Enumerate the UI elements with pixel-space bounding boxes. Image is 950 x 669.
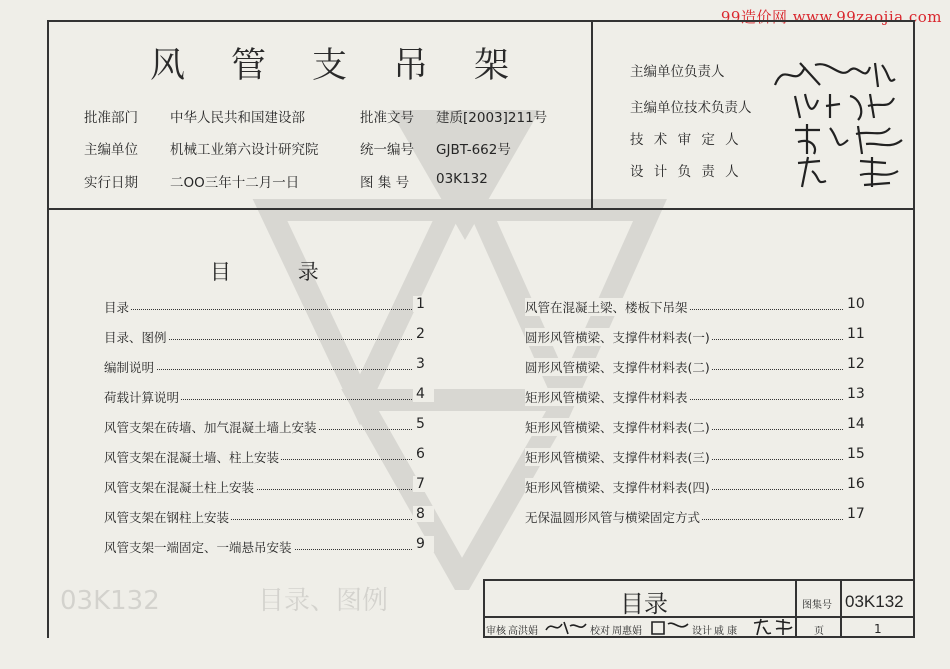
toc-item[interactable] — [104, 298, 434, 320]
toc-item-page: 6 — [413, 446, 434, 462]
signature-designer — [790, 153, 910, 193]
check-name: 周惠娟 — [612, 626, 642, 637]
design-label: 设计 — [692, 626, 712, 637]
toc-item-title: 风管在混凝土梁、楼板下吊架 — [525, 300, 688, 315]
title-block-col-divider — [795, 579, 797, 638]
header-column-divider — [591, 20, 593, 210]
resp-tech-head: 主编单位技术负责人 — [630, 100, 752, 116]
toc-item[interactable] — [104, 388, 434, 410]
approve-dept: 中华人民共和国建设部 — [170, 110, 305, 126]
toc-item-page: 2 — [413, 326, 434, 342]
toc-item[interactable] — [104, 328, 434, 350]
toc-item-page: 9 — [413, 536, 434, 552]
toc-item-page: 13 — [844, 386, 865, 402]
design-name: 戚 康 — [714, 626, 738, 637]
toc-item-page: 15 — [844, 446, 865, 462]
toc-item-page: 7 — [413, 476, 434, 492]
toc-item-title: 圆形风管横梁、支撑件材料表(一) — [525, 330, 710, 345]
design-signature — [752, 617, 794, 637]
review-name: 高洪娟 — [508, 626, 538, 637]
toc-item-page: 4 — [413, 386, 434, 402]
toc-item[interactable] — [104, 508, 434, 530]
toc-item-page: 3 — [413, 356, 434, 372]
toc-item[interactable] — [525, 388, 865, 410]
toc-item[interactable] — [104, 448, 434, 470]
toc-item-page: 10 — [844, 296, 865, 312]
toc-item-page: 11 — [844, 326, 865, 342]
toc-item-title: 荷载计算说明 — [104, 390, 180, 405]
toc-item-page: 14 — [844, 416, 865, 432]
editor-unit-label: 主编单位 — [84, 142, 138, 158]
resp-editor-head: 主编单位负责人 — [630, 64, 725, 80]
toc-item-title: 目录、图例 — [104, 330, 167, 345]
effective-date: 二OO三年十二月一日 — [170, 175, 300, 191]
toc-item-page: 16 — [844, 476, 865, 492]
header-divider — [47, 208, 915, 210]
title-block-atlas-no: 03K132 — [845, 592, 904, 611]
toc-item[interactable] — [525, 508, 865, 530]
toc-item[interactable] — [525, 418, 865, 440]
review-label: 审核 — [486, 626, 506, 637]
background-code-bleed: 03K132 目录、图例 — [60, 586, 389, 616]
toc-item[interactable] — [104, 478, 434, 500]
toc-item-page: 8 — [413, 506, 434, 522]
unified-no-label: 统一编号 — [360, 142, 414, 158]
toc-item[interactable] — [525, 358, 865, 380]
editor-unit: 机械工业第六设计研究院 — [170, 142, 319, 158]
toc-item[interactable] — [525, 478, 865, 500]
toc-item-title: 矩形风管横梁、支撑件材料表 — [525, 390, 688, 405]
toc-item-title: 矩形风管横梁、支撑件材料表(二) — [525, 420, 710, 435]
approve-doc-label: 批准文号 — [360, 110, 414, 126]
unified-no: GJBT-662号 — [436, 142, 511, 158]
toc-heading: 目 录 — [210, 260, 319, 284]
toc-item[interactable] — [104, 538, 434, 560]
review-signature — [544, 618, 588, 636]
toc-item-title: 矩形风管横梁、支撑件材料表(四) — [525, 480, 710, 495]
check-signature — [650, 618, 690, 636]
toc-item-title: 风管支架在混凝土墙、柱上安装 — [104, 450, 280, 465]
toc-item-page: 1 — [413, 296, 434, 312]
title-block-title: 目录 — [620, 590, 668, 618]
toc-item[interactable] — [525, 298, 865, 320]
atlas-no-label: 图 集 号 — [360, 175, 410, 191]
toc-item[interactable] — [104, 418, 434, 440]
toc-item[interactable] — [525, 328, 865, 350]
toc-item[interactable] — [525, 448, 865, 470]
title-block-atlas-label: 图集号 — [802, 600, 832, 611]
toc-item-title: 风管支架一端固定、一端悬吊安装 — [104, 540, 292, 555]
effective-date-label: 实行日期 — [84, 175, 138, 191]
toc-item-title: 风管支架在砖墙、加气混凝土墙上安装 — [104, 420, 317, 435]
site-watermark: 99造价网 www.99zaojia.com — [720, 8, 942, 26]
check-label: 校对 — [590, 626, 610, 637]
toc-item-title: 编制说明 — [104, 360, 155, 375]
toc-item-title: 风管支架在钢柱上安装 — [104, 510, 230, 525]
toc-item-title: 矩形风管横梁、支撑件材料表(三) — [525, 450, 710, 465]
toc-item-page: 17 — [844, 506, 865, 522]
toc-item-page: 12 — [844, 356, 865, 372]
approve-doc: 建质[2003]211号 — [436, 110, 548, 126]
page-label: 页 — [814, 626, 824, 637]
toc-item[interactable] — [104, 358, 434, 380]
toc-item-page: 5 — [413, 416, 434, 432]
page-number: 1 — [874, 622, 882, 636]
toc-item-title: 风管支架在混凝土柱上安装 — [104, 480, 255, 495]
page-title: 风管支吊架 — [150, 46, 556, 86]
title-block-col-divider — [840, 579, 842, 638]
resp-reviewer: 技 术 审 定 人 — [630, 132, 742, 148]
approve-dept-label: 批准部门 — [84, 110, 138, 126]
toc-item-title: 目录 — [104, 300, 130, 315]
toc-item-title: 无保温圆形风管与横梁固定方式 — [525, 510, 701, 525]
atlas-no: 03K132 — [436, 171, 488, 187]
leader-dots — [104, 309, 412, 310]
resp-designer: 设 计 负 责 人 — [630, 164, 742, 180]
toc-item-title: 圆形风管横梁、支撑件材料表(二) — [525, 360, 710, 375]
